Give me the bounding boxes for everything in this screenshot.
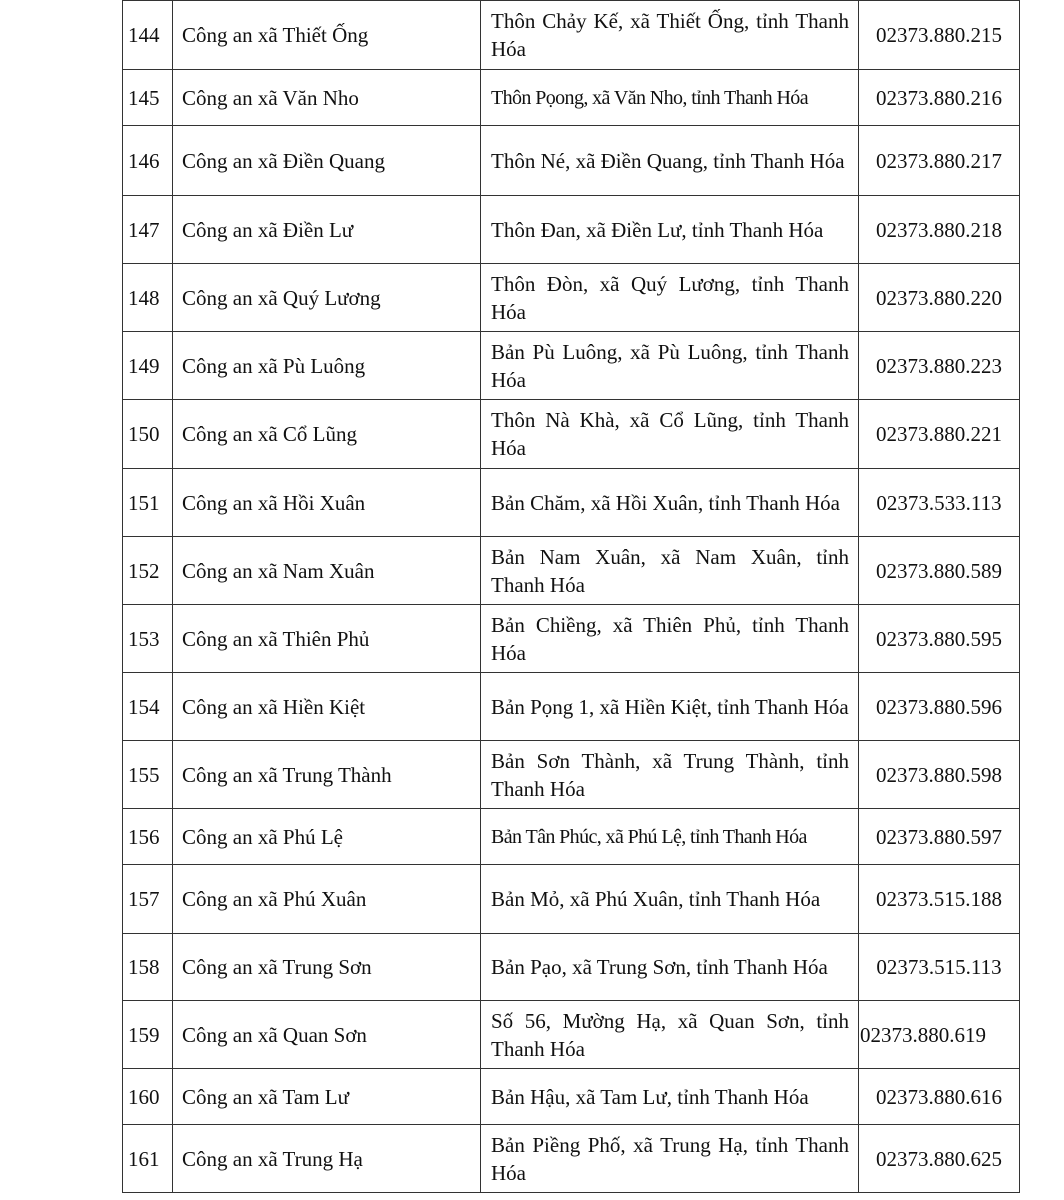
row-number: 157	[123, 865, 173, 934]
station-phone: 02373.880.616	[859, 1069, 1020, 1125]
station-name: Công an xã Nam Xuân	[173, 537, 481, 605]
station-name: Công an xã Trung Sơn	[173, 934, 481, 1001]
table-row	[123, 469, 1020, 537]
table-row	[123, 70, 1020, 126]
station-address: Thôn Pọong, xã Văn Nho, tỉnh Thanh Hóa	[481, 70, 859, 126]
police-directory-table	[122, 0, 1020, 1193]
station-name: Công an xã Trung Thành	[173, 741, 481, 809]
station-address: Thôn Né, xã Điền Quang, tỉnh Thanh Hóa	[481, 126, 859, 196]
table-row	[123, 741, 1020, 809]
station-address: Bản Tân Phúc, xã Phú Lệ, tỉnh Thanh Hóa	[481, 809, 859, 865]
station-name: Công an xã Thiết Ống	[173, 1, 481, 70]
station-address: Bản Nam Xuân, xã Nam Xuân, tỉnh Thanh Hóa	[481, 537, 859, 605]
table-row	[123, 1, 1020, 70]
table-row	[123, 264, 1020, 332]
station-address: Bản Pọng 1, xã Hiền Kiệt, tỉnh Thanh Hóa	[481, 673, 859, 741]
row-number: 161	[123, 1125, 173, 1193]
row-number: 148	[123, 264, 173, 332]
station-name: Công an xã Phú Lệ	[173, 809, 481, 865]
station-phone: 02373.880.596	[859, 673, 1020, 741]
row-number: 159	[123, 1001, 173, 1069]
station-address: Bản Pạo, xã Trung Sơn, tỉnh Thanh Hóa	[481, 934, 859, 1001]
station-phone: 02373.515.188	[859, 865, 1020, 934]
row-number: 156	[123, 809, 173, 865]
station-name: Công an xã Thiên Phủ	[173, 605, 481, 673]
station-phone: 02373.880.597	[859, 809, 1020, 865]
station-address: Bản Pù Luông, xã Pù Luông, tỉnh Thanh Hóa	[481, 332, 859, 400]
station-name: Công an xã Trung Hạ	[173, 1125, 481, 1193]
station-name: Công an xã Hiền Kiệt	[173, 673, 481, 741]
station-name: Công an xã Văn Nho	[173, 70, 481, 126]
table-row	[123, 809, 1020, 865]
row-number: 145	[123, 70, 173, 126]
station-phone: 02373.880.221	[859, 400, 1020, 469]
table-row	[123, 126, 1020, 196]
table-row	[123, 1001, 1020, 1069]
station-address: Thôn Đan, xã Điền Lư, tỉnh Thanh Hóa	[481, 196, 859, 264]
station-phone: 02373.515.113	[859, 934, 1020, 1001]
station-phone: 02373.880.223	[859, 332, 1020, 400]
table-row	[123, 1125, 1020, 1193]
table-row	[123, 332, 1020, 400]
row-number: 151	[123, 469, 173, 537]
station-name: Công an xã Quý Lương	[173, 264, 481, 332]
station-name: Công an xã Tam Lư	[173, 1069, 481, 1125]
station-address: Bản Mỏ, xã Phú Xuân, tỉnh Thanh Hóa	[481, 865, 859, 934]
station-address: Thôn Chảy Kế, xã Thiết Ống, tỉnh Thanh Hóa	[481, 1, 859, 70]
table-row	[123, 865, 1020, 934]
station-address: Thôn Đòn, xã Quý Lương, tỉnh Thanh Hóa	[481, 264, 859, 332]
station-phone: 02373.880.619	[859, 1001, 1020, 1069]
station-name: Công an xã Điền Quang	[173, 126, 481, 196]
row-number: 155	[123, 741, 173, 809]
table-row	[123, 1069, 1020, 1125]
station-phone: 02373.880.215	[859, 1, 1020, 70]
row-number: 150	[123, 400, 173, 469]
station-phone: 02373.880.625	[859, 1125, 1020, 1193]
station-phone: 02373.880.598	[859, 741, 1020, 809]
row-number: 149	[123, 332, 173, 400]
station-name: Công an xã Quan Sơn	[173, 1001, 481, 1069]
table-row	[123, 196, 1020, 264]
station-address: Bản Sơn Thành, xã Trung Thành, tỉnh Thanh Hóa	[481, 741, 859, 809]
station-address: Bản Hậu, xã Tam Lư, tỉnh Thanh Hóa	[481, 1069, 859, 1125]
station-phone: 02373.880.220	[859, 264, 1020, 332]
station-phone: 02373.880.218	[859, 196, 1020, 264]
table-row	[123, 934, 1020, 1001]
table-row	[123, 400, 1020, 469]
row-number: 152	[123, 537, 173, 605]
station-address: Bản Piềng Phố, xã Trung Hạ, tỉnh Thanh Hóa	[481, 1125, 859, 1193]
table-row	[123, 537, 1020, 605]
station-phone: 02373.880.589	[859, 537, 1020, 605]
station-address: Số 56, Mường Hạ, xã Quan Sơn, tỉnh Thanh Hóa	[481, 1001, 859, 1069]
station-phone: 02373.880.595	[859, 605, 1020, 673]
row-number: 158	[123, 934, 173, 1001]
station-phone: 02373.533.113	[859, 469, 1020, 537]
station-phone: 02373.880.217	[859, 126, 1020, 196]
row-number: 146	[123, 126, 173, 196]
station-name: Công an xã Phú Xuân	[173, 865, 481, 934]
row-number: 147	[123, 196, 173, 264]
row-number: 154	[123, 673, 173, 741]
station-phone: 02373.880.216	[859, 70, 1020, 126]
station-name: Công an xã Pù Luông	[173, 332, 481, 400]
station-address: Bản Chăm, xã Hồi Xuân, tỉnh Thanh Hóa	[481, 469, 859, 537]
station-name: Công an xã Cổ Lũng	[173, 400, 481, 469]
table-row	[123, 673, 1020, 741]
table-row	[123, 605, 1020, 673]
row-number: 160	[123, 1069, 173, 1125]
row-number: 144	[123, 1, 173, 70]
station-name: Công an xã Điền Lư	[173, 196, 481, 264]
station-name: Công an xã Hồi Xuân	[173, 469, 481, 537]
station-address: Bản Chiềng, xã Thiên Phủ, tỉnh Thanh Hóa	[481, 605, 859, 673]
table-body	[123, 1, 1020, 1193]
row-number: 153	[123, 605, 173, 673]
station-address: Thôn Nà Khà, xã Cổ Lũng, tỉnh Thanh Hóa	[481, 400, 859, 469]
